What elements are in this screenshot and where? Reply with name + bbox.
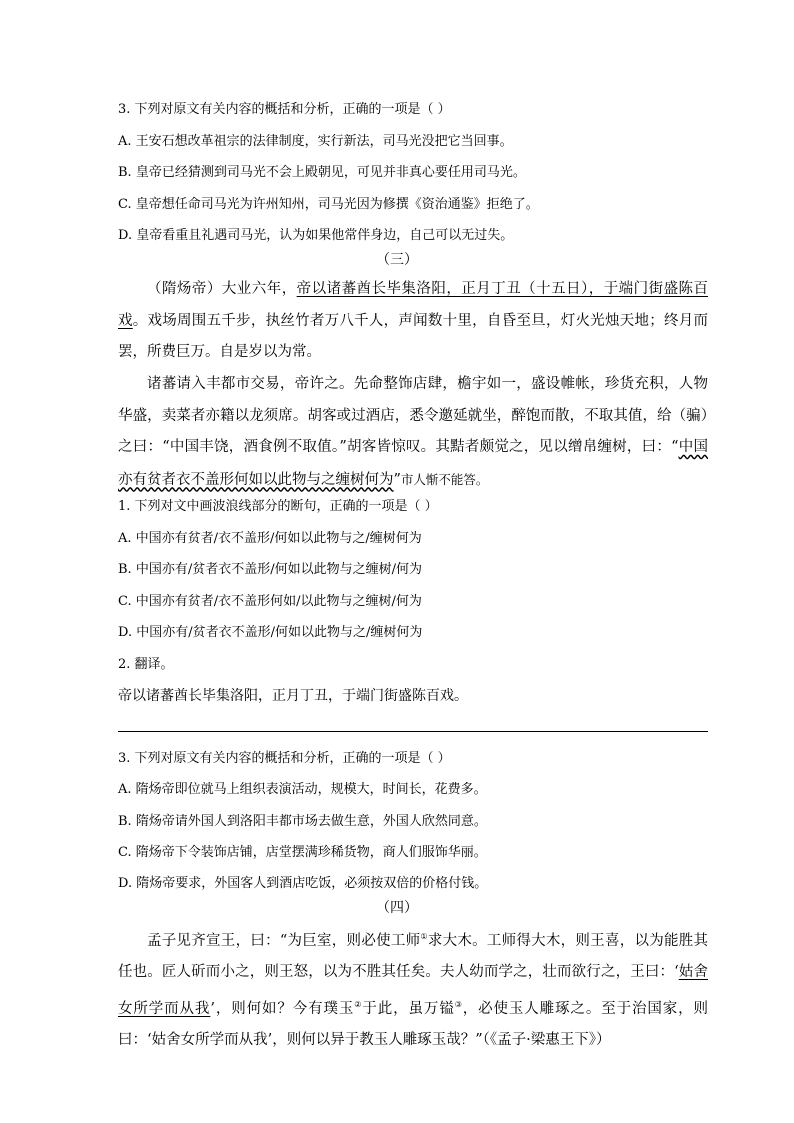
passage4-text-2: 求大木。工师得大木，则王喜，以为能胜其任也。匠人斫而小之，则王怒，以为不胜其任矣。夫人幼而学之，壮而欲行之，王曰：‘: [118, 932, 709, 981]
question1-option-a: A. 中国亦有贫者/衣不盖形/何如以此物与之/缠树何为: [118, 531, 422, 546]
part2-question3-option-d: D. 皇帝看重且礼遇司马光，认为如果他常伴身边，自己可以无过失。: [118, 228, 514, 243]
footnote-marker-2: ②: [354, 999, 363, 1009]
question3-option-a: A. 隋炀帝即位就马上组织表演活动，规模大，时间长，花费多。: [118, 782, 487, 797]
question3-option-d: D. 隋炀帝要求，外国客人到酒店吃饭，必须按双倍的价格付钱。: [118, 876, 488, 891]
footnote-marker-3: ③: [454, 999, 463, 1009]
part2-question3-option-b: B. 皇帝已经猜测到司马光不会上殿朝见，可见并非真心要任用司马光。: [118, 165, 526, 180]
question2-sentence: 帝以诸蕃酋长毕集洛阳，正月丁丑，于端门街盛陈百戏。: [118, 688, 468, 704]
passage4-text-3: ’，则何如？今有璞玉: [210, 1000, 355, 1017]
passage3-p2-quote-end: ”: [393, 471, 401, 488]
passage3-paragraph1: [118, 274, 708, 369]
passage3-paragraph2: [118, 369, 708, 496]
question1-option-c: C. 中国亦有贫者/衣不盖形何如/以此物与之缠树/何为: [118, 594, 422, 609]
answer-line: [118, 731, 708, 732]
passage3-p2-text: 诸蕃请入丰都市交易，帝许之。先命整饰店肆，檐宇如一，盛设帷帐，珍货充积，人物华盛，卖菜者亦籍以龙须席。胡客或过酒店，悉令邀延就坐，醉饱而散，不取其值，给（骗）之曰：“中国丰饶，酒食例不取值。”胡客皆惊叹。其黠者颇觉之，见以缯帛缠树，曰：“: [118, 376, 708, 455]
passage3-p1-underlined: 帝以诸蕃酋长毕集洛阳，正月丁丑（十五日），于端门街盛陈百戏: [118, 281, 709, 329]
footnote-marker-1: ①: [420, 932, 428, 941]
passage4-underlined: 姑舍女所学而从我: [118, 964, 709, 1017]
question1-stem: 1. 下列对文中画波浪线部分的断句，正确的一项是（ ）: [118, 499, 438, 514]
part2-question3-option-c: C. 皇帝想任命司马光为许州知州，司马光因为修撰《资治通鉴》拒绝了。: [118, 197, 539, 212]
part2-question3-stem: 3. 下列对原文有关内容的概括和分析，正确的一项是（ ）: [118, 102, 451, 117]
section-heading-3: （三）: [376, 252, 418, 268]
question1-option-b: B. 中国亦有/贫者衣不盖形/何如以此物与之缠树/何为: [118, 562, 422, 577]
passage4-paragraph: [118, 921, 708, 1057]
passage3-p1-rest: 。戏场周围五千步，执丝竹者万八千人，声闻数十里，自昏至旦，灯火光烛天地；终月而罢，所费巨万。自是岁以为常。: [118, 312, 709, 360]
part2-question3-option-a: A. 王安石想改革祖宗的法律制度，实行新法，司马光没把它当回事。: [118, 134, 513, 149]
passage3-p1-intro: （隋炀帝）大业六年，: [147, 281, 297, 297]
question1-option-d: D. 中国亦有/贫者衣不盖形/何如以此物与之/缠树何为: [118, 625, 423, 640]
passage3-p2-tail: 市人惭不能答。: [400, 471, 489, 487]
question3-stem: 3. 下列对原文有关内容的概括和分析，正确的一项是（ ）: [118, 751, 451, 766]
passage4-text-1: 孟子见齐宣王，曰：“为巨室，则必使工师: [147, 932, 421, 949]
passage4-text-4: 于此，虽万镒: [362, 1000, 455, 1017]
passage4-text-5: ，必使玉人雕琢之。至于治国家，则曰：‘姑舍女所学而从我’，则何以异于教玉人雕琢玉哉？”（《孟子·梁惠王下》）: [118, 1000, 709, 1049]
section-heading-4: （四）: [376, 900, 418, 916]
question3-option-b: B. 隋炀帝请外国人到洛阳丰都市场去做生意，外国人欣然同意。: [118, 814, 487, 829]
passage3-p2-wavy: 中国亦有贫者衣不盖形何如以此物与之缠树何为: [118, 439, 708, 488]
question2-stem: 2. 翻译。: [118, 657, 174, 672]
question3-option-c: C. 隋炀帝下令装饰店铺，店堂摆满珍稀货物，商人们服饰华丽。: [118, 845, 487, 860]
